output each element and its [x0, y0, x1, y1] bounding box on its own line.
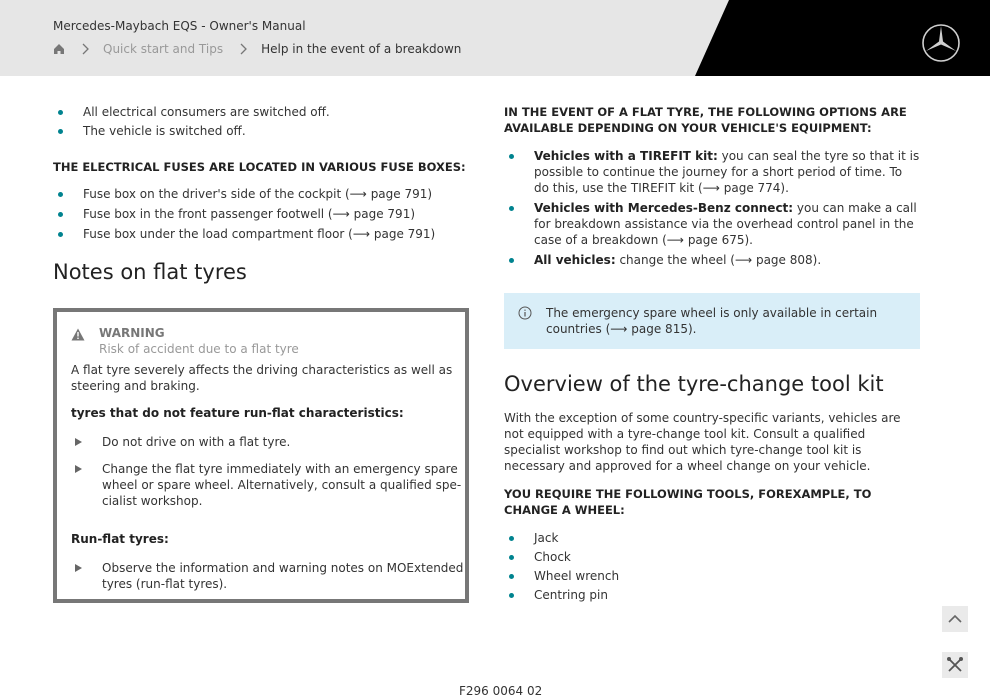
warning-body: A flat tyre severely affects the driving characteristics as well as steering and braking.	[71, 363, 453, 393]
info-text: The emergency spare wheel is only available in certain countries (⟶ page 815).	[546, 306, 878, 336]
warning-instruction: Change the flat tyre immediately with an emergency spare wheel or spare wheel. Alternatively, consult a qualified specialist workshop.	[71, 461, 472, 509]
triangle-bullet-icon	[75, 465, 82, 473]
info-box	[504, 293, 920, 349]
warning-instruction: Do not drive on with a flat tyre.	[71, 434, 472, 450]
list-item: All electrical consumers are switched off.	[53, 104, 469, 120]
list-item: Vehicles with Mercedes-Benz connect: you can make a call for breakdown assistance via the overhead control panel in the case of a breakdown (⟶ page 675).	[504, 200, 920, 248]
info-icon	[518, 306, 532, 320]
section-title-flat-tyres: Notes on flat tyres	[53, 260, 247, 284]
chevron-right-icon	[81, 43, 91, 55]
overview-body: With the exception of some country-specific variants, vehicles are not equipped with a tyre-change tool kit. Consult a qualified specialist workshop to find out which tyre-change tool kit is necessary and approved for a wheel change on your vehicle.	[504, 411, 901, 473]
chevron-up-icon	[942, 606, 968, 632]
triangle-bullet-icon	[75, 564, 82, 572]
list-item: Fuse box in the front passenger footwell (⟶ page 791)	[53, 206, 469, 222]
tools-icon	[942, 652, 968, 678]
warning-heading-non-runflat: tyres that do not feature run-flat characteristics:	[71, 406, 404, 420]
manual-title: Mercedes-Maybach EQS - Owner's Manual	[53, 19, 306, 33]
fuse-heading: THE ELECTRICAL FUSES ARE LOCATED IN VARIOUS FUSE BOXES:	[53, 160, 466, 174]
warning-instruction: Observe the information and warning notes on MOExtended tyres (run-flat tyres).	[71, 560, 472, 592]
list-item: Vehicles with a TIREFIT kit: you can seal the tyre so that it is possible to continue the journey for a short period of time. To do this, use the TIREFIT kit (⟶ page 774).	[504, 148, 920, 196]
list-item: Fuse box on the driver's side of the cockpit (⟶ page 791)	[53, 186, 469, 202]
mercedes-star-icon[interactable]	[921, 23, 961, 63]
list-item: Jack	[504, 530, 920, 546]
breadcrumb-current: Help in the event of a breakdown	[261, 42, 462, 56]
warning-subtitle: Risk of accident due to a flat tyre	[99, 342, 299, 356]
warning-triangle-icon	[71, 328, 85, 341]
tools-list	[504, 530, 920, 603]
list-item: Wheel wrench	[504, 568, 920, 584]
list-item: Fuse box under the load compartment floor (⟶ page 791)	[53, 226, 469, 242]
top-bullet-list	[53, 104, 469, 139]
triangle-bullet-icon	[75, 438, 82, 446]
options-list	[504, 148, 920, 268]
tools-heading: YOU REQUIRE THE FOLLOWING TOOLS, FOREXAMPLE, TO CHANGE A WHEEL:	[504, 487, 872, 517]
fuse-list	[53, 186, 469, 242]
warning-title: WARNING	[99, 326, 165, 340]
tools-button[interactable]	[942, 652, 968, 678]
overview-section	[504, 372, 920, 606]
flat-tyre-options-heading: IN THE EVENT OF A FLAT TYRE, THE FOLLOWING OPTIONS ARE AVAILABLE DEPENDING ON YOUR VEHICLE'S EQUIPMENT:	[504, 105, 907, 135]
left-column	[53, 104, 469, 284]
right-column	[504, 104, 920, 271]
list-item: Centring pin	[504, 587, 920, 603]
home-icon[interactable]	[53, 43, 65, 55]
breadcrumb	[53, 42, 461, 56]
header	[0, 0, 990, 76]
breadcrumb-link-quick-start[interactable]: Quick start and Tips	[103, 42, 224, 56]
warning-heading-runflat: Run-flat tyres:	[71, 532, 169, 546]
chevron-right-icon	[239, 43, 249, 55]
list-item: The vehicle is switched off.	[53, 123, 469, 139]
list-item: Chock	[504, 549, 920, 565]
figure-code: F296 0064 02	[459, 684, 543, 698]
warning-box	[53, 308, 469, 603]
scroll-to-top-button[interactable]	[942, 606, 968, 632]
section-title-tool-kit: Overview of the tyre-change tool kit	[504, 372, 884, 396]
list-item: All vehicles: change the wheel (⟶ page 808).	[504, 252, 920, 268]
